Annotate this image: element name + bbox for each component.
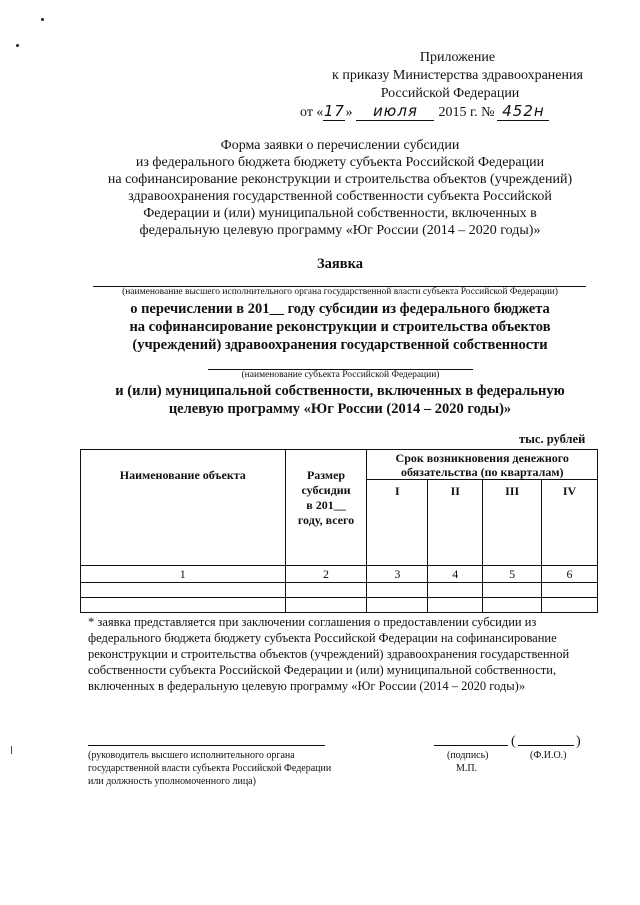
application-body1 (60, 301, 620, 355)
signature-head-line1: (руководитель высшего исполнительного органа (88, 750, 295, 761)
stamp-label: М.П. (456, 763, 478, 774)
name-paren-open: ( (511, 734, 516, 749)
quarter-4: IV (542, 480, 598, 566)
header-line1: Приложение (419, 50, 496, 65)
header-date-line (300, 103, 549, 121)
table-cell (81, 598, 286, 613)
quarter-1: I (367, 480, 428, 566)
header-subsidy-size (285, 450, 367, 566)
footnote-line3: реконструкции и строительства объектов (учреждений) здравоохранения государственной (88, 647, 570, 661)
column-number-3: 3 (367, 566, 428, 583)
name-label: (Ф.И.О.) (530, 750, 567, 761)
table-cell (285, 598, 367, 613)
form-title (60, 137, 620, 239)
date-day: 17 (323, 102, 345, 120)
date-year: 2015 г. № (438, 105, 495, 120)
header-object-name (81, 450, 286, 566)
table-header-row (81, 450, 598, 480)
scan-speck (16, 44, 19, 47)
date-month: июля (356, 103, 434, 121)
header-line2: к приказу Министерства здравоохранения (332, 68, 583, 83)
column-number-6: 6 (542, 566, 598, 583)
header-object-label: Наименование объекта (119, 468, 246, 482)
form-title-line1: Форма заявки о перечислении субсидии (220, 138, 460, 153)
quarter-2: II (428, 480, 483, 566)
header-term-line1: Срок возникновения денежного (395, 451, 569, 465)
signature-label: (подпись) (447, 750, 489, 761)
name-field-line (518, 745, 574, 746)
table-cell (367, 598, 428, 613)
table-cell (285, 583, 367, 598)
table-unit: тыс. рублей (519, 432, 586, 446)
header-obligation-term (367, 450, 598, 480)
order-number: 452н (497, 103, 549, 121)
application-body2 (60, 383, 620, 419)
header-size-line3: в 201__ (306, 498, 346, 512)
application-line5: целевую программу «Юг России (2014 – 2020 годы)» (168, 401, 512, 417)
application-line4: и (или) муниципальной собственности, включенных в федеральную (115, 383, 565, 399)
table-cell (428, 598, 483, 613)
application-line1: о перечислении в 201__ году субсидии из федерального бюджета (130, 301, 550, 317)
subject-name-caption: (наименование субъекта Российской Федерации) (241, 370, 440, 380)
table-cell (428, 583, 483, 598)
form-title-line5: Федерации и (или) муниципальной собственности, включенных в (143, 206, 537, 221)
table-row (81, 598, 598, 613)
signature-head-caption (88, 749, 418, 788)
name-paren-close: ) (576, 734, 581, 749)
footnote (88, 614, 608, 694)
form-title-line4: здравоохранения государственной собственности субъекта Российской (128, 189, 552, 204)
table-number-row (81, 566, 598, 583)
signature-head-line3: или должность уполномоченного лица) (88, 776, 256, 787)
header-line3: Российской Федерации (380, 86, 520, 101)
table-cell (483, 598, 542, 613)
date-prefix: от « (300, 105, 324, 120)
table-cell (542, 598, 598, 613)
table-cell (81, 583, 286, 598)
subsidy-table (80, 449, 598, 613)
column-number-4: 4 (428, 566, 483, 583)
column-number-5: 5 (483, 566, 542, 583)
form-title-line3: на софинансирование реконструкции и строительства объектов (учреждений) (107, 172, 573, 187)
scan-speck (41, 18, 44, 21)
table-row (81, 583, 598, 598)
header-block (300, 49, 600, 103)
table-cell (542, 583, 598, 598)
signature-head-line (88, 745, 325, 746)
form-title-line6: федеральную целевую программу «Юг России (2014 – 2020 годы)» (139, 223, 541, 238)
scan-speck (11, 746, 12, 754)
date-day-close: » (345, 105, 353, 120)
application-line2: на софинансирование реконструкции и строительства объектов (129, 319, 551, 335)
quarter-3: III (483, 480, 542, 566)
header-size-line1: Размер (306, 468, 346, 482)
footnote-line1: * заявка представляется при заключении соглашения о предоставлении субсидии из (88, 615, 537, 629)
signature-head-line2: государственной власти субъекта Российской Федерации (88, 763, 332, 774)
column-number-1: 1 (81, 566, 286, 583)
header-term-line2: обязательства (по кварталам) (400, 465, 564, 479)
footnote-line4: собственности субъекта Российской Федерации и (или) муниципальной собственности, (88, 663, 557, 677)
footnote-line5: включенных в федеральную целевую программу «Юг России (2014 – 2020 годы)» (88, 679, 526, 693)
application-line3: (учреждений) здравоохранения государственной собственности (132, 337, 548, 353)
footnote-line2: федерального бюджета бюджету субъекта Российской Федерации на софинансирование (88, 631, 557, 645)
form-title-line2: из федерального бюджета бюджету субъекта Российской Федерации (135, 155, 545, 170)
org-name-caption: (наименование высшего исполнительного органа государственной власти субъекта Российской Федерации) (122, 287, 558, 297)
column-number-2: 2 (285, 566, 367, 583)
table-cell (367, 583, 428, 598)
table-cell (483, 583, 542, 598)
signature-field-line (434, 745, 508, 746)
header-size-line2: субсидии (301, 483, 351, 497)
application-title: Заявка (317, 256, 363, 272)
header-size-line4: году, всего (297, 513, 355, 527)
